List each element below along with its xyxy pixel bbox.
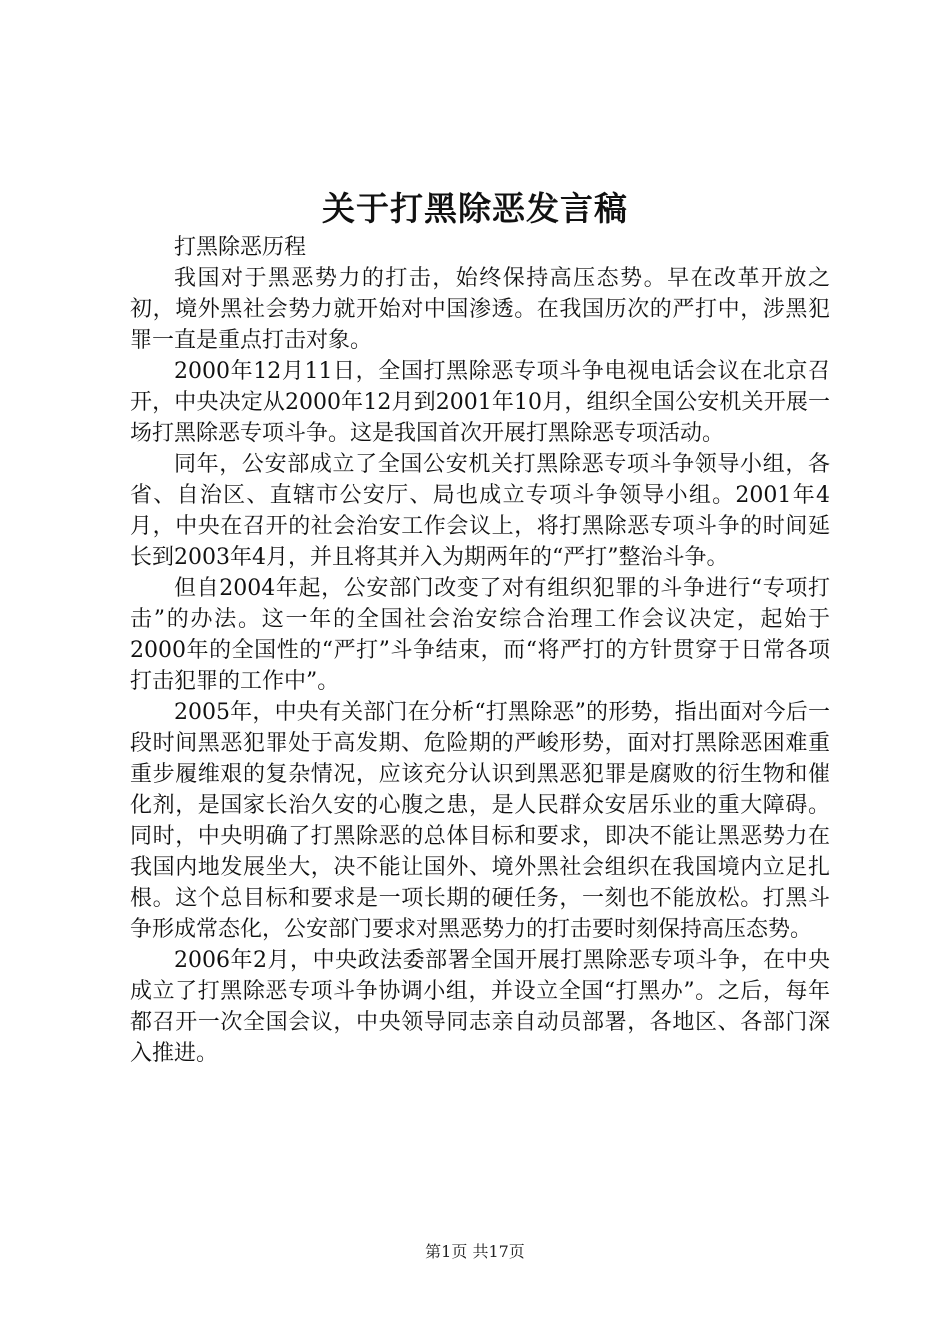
paragraph: 2005年，中央有关部门在分析“打黑除恶”的形势，指出面对今后一段时间黑恶犯罪处于高发期、危险期的严峻形势，面对打黑除恶困难重重步履维艰的复杂情况，应该充分认识到黑恶犯罪是腐败的衍生物和催化剂，是国家长治久安的心腹之患，是人民群众安居乐业的重大障碍。同时，中央明确了打黑除恶的总体目标和要求，即决不能让黑恶势力在我国内地发展坐大，决不能让国外、境外黑社会组织在我国境内立足扎根。这个总目标和要求是一项长期的硬任务，一刻也不能放松。打黑斗争形成常态化，公安部门要求对黑恶势力的打击要时刻保持高压态势。: [130, 700, 830, 942]
document-body: [130, 232, 830, 1069]
paragraph: 2006年2月，中央政法委部署全国开展打黑除恶专项斗争，在中央成立了打黑除恶专项斗争协调小组，并设立全国“打黑办”。之后，每年都召开一次全国会议，中央领导同志亲自动员部署，各地区、各部门深入推进。: [130, 948, 830, 1066]
page-footer: 第1页 共17页: [425, 1242, 525, 1261]
paragraph: 2000年12月11日，全国打黑除恶专项斗争电视电话会议在北京召开，中央决定从2000年12月到2001年10月，组织全国公安机关开展一场打黑除恶专项斗争。这是我国首次开展打黑除恶专项活动。: [130, 359, 830, 446]
paragraph: 但自2004年起，公安部门改变了对有组织犯罪的斗争进行“专项打击”的办法。这一年的全国社会治安综合治理工作会议决定，起始于2000年的全国性的“严打”斗争结束，而“将严打的方针贯穿于日常各项打击犯罪的工作中”。: [130, 576, 830, 694]
paragraph: 我国对于黑恶势力的打击，始终保持高压态势。早在改革开放之初，境外黑社会势力就开始对中国渗透。在我国历次的严打中，涉黑犯罪一直是重点打击对象。: [130, 266, 830, 353]
section-heading: 打黑除恶历程: [174, 235, 307, 260]
paragraph: 同年，公安部成立了全国公安机关打黑除恶专项斗争领导小组，各省、自治区、直辖市公安厅、局也成立专项斗争领导小组。2001年4月，中央在召开的社会治安工作会议上，将打黑除恶专项斗争的时间延长到2003年4月，并且将其并入为期两年的“严打”整治斗争。: [130, 452, 830, 570]
document-title: 关于打黑除恶发言稿: [322, 189, 628, 228]
